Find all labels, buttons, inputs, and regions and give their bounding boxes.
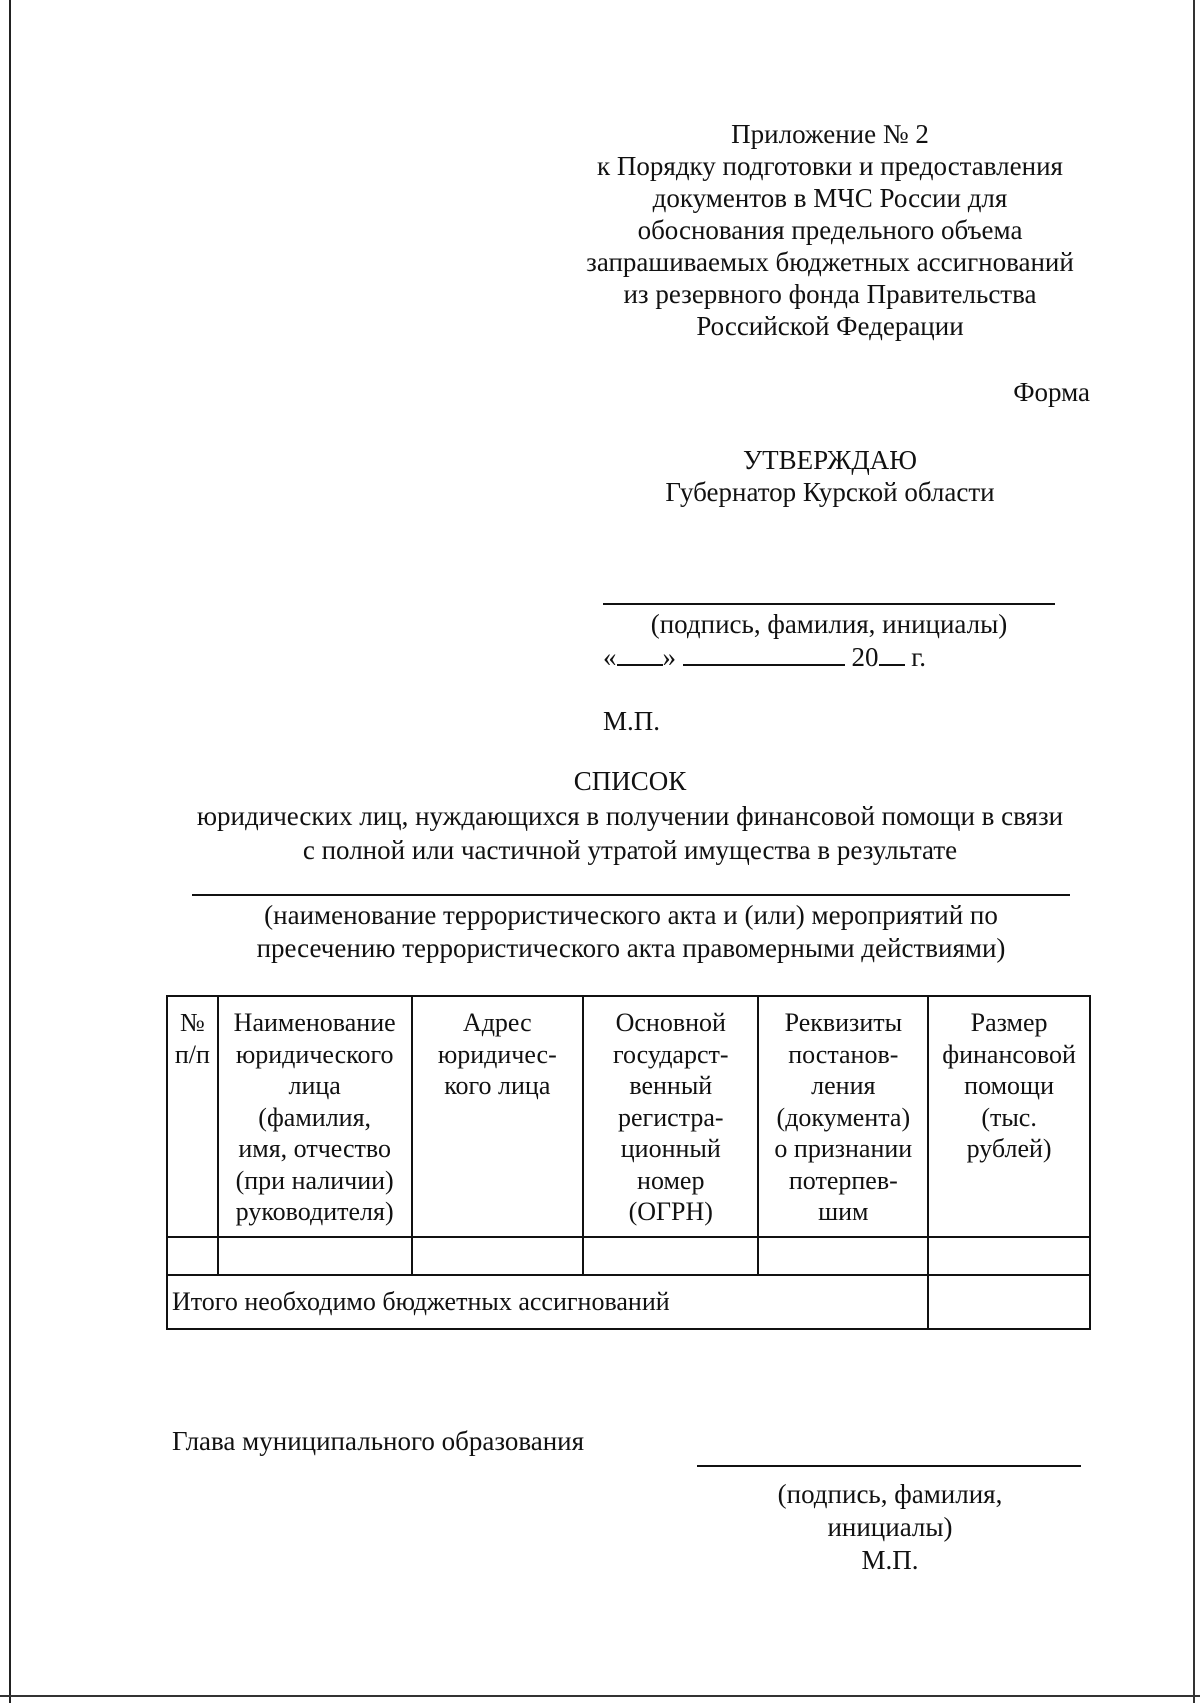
header-text: Адрес (462, 1008, 532, 1037)
header-text: № (179, 1008, 205, 1037)
page-edge-bottom (0, 1695, 1200, 1697)
year-blank (879, 642, 905, 666)
header-text: номер (637, 1165, 705, 1195)
legal-entities-table (166, 995, 1091, 1330)
annex-line: к Порядку подготовки и предоставления (597, 151, 1063, 181)
act-caption (192, 899, 1070, 965)
approval-title: УТВЕРЖДАЮ (742, 445, 918, 475)
header-text: Наименование (233, 1008, 396, 1037)
table-cell (758, 1237, 928, 1275)
header-number (167, 996, 218, 1237)
table-cell (583, 1237, 758, 1275)
annex-header (560, 118, 1100, 342)
table-row (167, 1237, 1090, 1275)
act-name-line (192, 894, 1070, 896)
month-blank (683, 642, 845, 666)
header-text: имя, отчество (238, 1134, 391, 1163)
header-text: регистра- (617, 1102, 724, 1132)
header-text: Основной (615, 1008, 726, 1037)
header-text: кого лица (444, 1071, 551, 1100)
approval-stamp: М.П. (603, 706, 661, 736)
header-text: руководителя) (235, 1197, 394, 1226)
annex-line: из резервного фонда Правительства (623, 279, 1037, 309)
date-close-quote: » (662, 642, 676, 672)
header-text: ления (811, 1071, 876, 1100)
header-aid-amount (928, 996, 1090, 1237)
table-cell (218, 1237, 412, 1275)
header-text: юридического (235, 1039, 394, 1069)
header-text: Размер (970, 1008, 1048, 1037)
table-header-row (167, 996, 1090, 1237)
head-stamp: М.П. (861, 1545, 919, 1575)
approval-signature-caption: (подпись, фамилия, инициалы) (650, 609, 1008, 639)
head-signature-caption-line: (подпись, фамилия, (777, 1479, 1003, 1509)
header-text: финансовой (942, 1039, 1076, 1069)
annex-line: запрашиваемых бюджетных ассигнований (586, 247, 1074, 277)
list-subtitle (0, 800, 1200, 868)
header-text: шим (818, 1197, 869, 1226)
header-text: (ОГРН) (628, 1197, 713, 1226)
header-text: помощи (964, 1071, 1054, 1100)
header-text: постанов- (788, 1039, 899, 1069)
act-caption-line: пресечению террористического акта правомерными действиями) (256, 933, 1006, 963)
header-text: ционный (620, 1134, 721, 1163)
subtitle-line: юридических лиц, нуждающихся в получении финансовой помощи в связи (196, 801, 1064, 831)
total-value-cell (928, 1275, 1090, 1329)
date-suffix: г. (911, 642, 927, 672)
header-decree-details (758, 996, 928, 1237)
subtitle-line: с полной или частичной утратой имущества в результате (302, 835, 958, 865)
head-signature-line (697, 1465, 1081, 1467)
act-caption-line: (наименование террористического акта и (или) мероприятий по (264, 900, 998, 930)
header-text: венный (629, 1071, 713, 1100)
header-text: (документа) (776, 1102, 911, 1132)
table-cell (928, 1237, 1090, 1275)
municipal-head-label: Глава муниципального образования (172, 1426, 585, 1456)
head-signature-caption (690, 1478, 1090, 1577)
header-text: рублей) (966, 1134, 1052, 1163)
head-signature-caption-line: инициалы) (827, 1512, 953, 1542)
header-text: юридичес- (437, 1039, 557, 1069)
header-ogrn (583, 996, 758, 1237)
header-text: Реквизиты (784, 1008, 903, 1037)
header-text: государст- (612, 1039, 729, 1069)
annex-line: Приложение № 2 (731, 119, 929, 149)
annex-line: Российской Федерации (696, 311, 964, 341)
header-text: (тыс. (981, 1102, 1037, 1132)
header-text: потерпев- (788, 1165, 898, 1195)
header-text: (при наличии) (235, 1165, 394, 1195)
header-text: п/п (174, 1039, 210, 1069)
approval-date-line (603, 641, 926, 673)
form-label: Форма (1013, 377, 1090, 407)
header-text: о признании (774, 1134, 913, 1163)
approval-block (620, 444, 1040, 508)
table-cell (167, 1237, 218, 1275)
approval-signature-line (603, 603, 1055, 605)
header-text: лица (288, 1071, 341, 1100)
date-open-quote: « (603, 642, 617, 672)
annex-line: обоснования предельного объема (637, 215, 1023, 245)
header-entity-name (218, 996, 412, 1237)
day-blank (617, 642, 663, 666)
table-total-row (167, 1275, 1090, 1329)
annex-line: документов в МЧС России для (652, 183, 1008, 213)
header-text: (фамилия, (258, 1102, 372, 1132)
date-year: 20 (851, 642, 879, 672)
header-address (412, 996, 584, 1237)
list-title: СПИСОК (573, 766, 687, 796)
table-cell (412, 1237, 584, 1275)
total-label: Итого необходимо бюджетных ассигнований (167, 1275, 928, 1329)
approval-position: Губернатор Курской области (665, 477, 995, 507)
